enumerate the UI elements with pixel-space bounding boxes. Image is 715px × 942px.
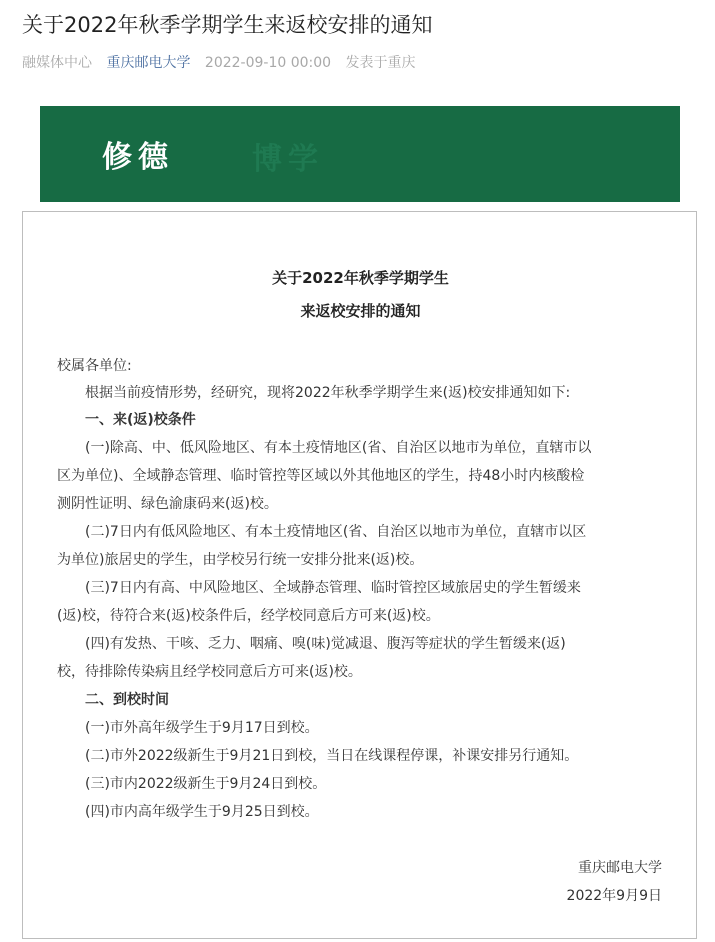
section1-item1-line1: (一)除高、中、低风险地区、有本土疫情地区(省、自治区以地市为单位，直辖市以 [85,440,592,456]
notice-title-line2: 来返校安排的通知 [300,302,421,320]
section1-item2-line1: (二)7日内有低风险地区、有本土疫情地区(省、自治区以地市为单位，直辖市以区 [85,524,587,540]
signature-org: 重庆邮电大学 [578,860,662,876]
publish-datetime: 2022-09-10 00:00 [204,55,332,71]
section1-item3-line1: (三)7日内有高、中风险地区、全域静态管理、临时管控区域旅居史的学生暂缓来 [85,580,581,596]
motto-banner [40,106,680,202]
publish-location: 发表于重庆 [345,55,416,71]
notice-document [22,211,697,939]
section1-item4-line2: 校，待排除传染病且经学校同意后方可来(返)校。 [57,664,362,680]
section1-item3-line2: (返)校，待符合来(返)校条件后，经学校同意后方可来(返)校。 [57,608,440,624]
section1-item2-line2: 为单位)旅居史的学生，由学校另行统一安排分批来(返)校。 [57,552,424,568]
salutation: 校属各单位: [57,358,132,374]
section1-item1-line3: 测阴性证明、绿色渝康码来(返)校。 [57,496,278,512]
notice-title-line1: 关于2022年秋季学期学生 [272,269,449,287]
section2-item2: (二)市外2022级新生于9月21日到校，当日在线课程停课，补课安排另行通知。 [85,748,579,764]
article-title: 关于2022年秋季学期学生来返校安排的通知 [22,13,433,37]
motto-text-primary: 修德 [102,140,174,175]
section1-heading: 一、来(返)校条件 [85,412,196,428]
author-link[interactable]: 重庆邮电大学 [106,55,191,71]
section2-item4: (四)市内高年级学生于9月25日到校。 [85,804,319,820]
section2-heading: 二、到校时间 [85,692,169,708]
source-label: 融媒体中心 [22,55,92,71]
section2-item1: (一)市外高年级学生于9月17日到校。 [85,720,319,736]
section2-item3: (三)市内2022级新生于9月24日到校。 [85,776,327,792]
section1-item1-line2: 区为单位)、全域静态管理、临时管控等区域以外其他地区的学生，持48小时内核酸检 [57,468,585,484]
motto-text-faded: 博学 [252,142,324,177]
intro-paragraph: 根据当前疫情形势，经研究，现将2022年秋季学期学生来(返)校安排通知如下: [85,385,571,401]
signature-date: 2022年9月9日 [566,888,662,904]
article-meta [22,53,426,73]
section1-item4-line1: (四)有发热、干咳、乏力、咽痛、嗅(味)觉减退、腹泻等症状的学生暂缓来(返) [85,636,566,652]
